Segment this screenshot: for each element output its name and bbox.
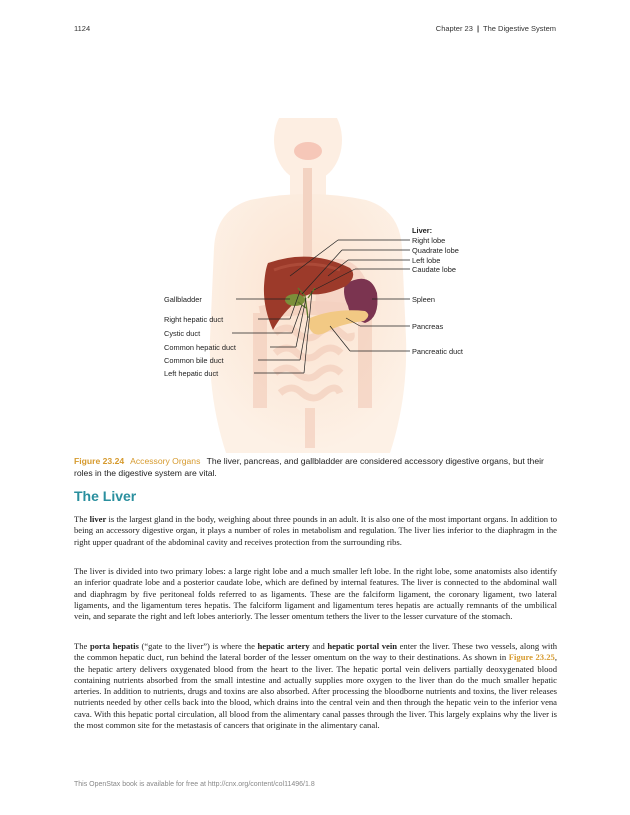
label-pancreatic-duct: Pancreatic duct xyxy=(412,347,463,356)
figure-reference-link[interactable]: Figure 23.25 xyxy=(508,652,555,663)
running-header xyxy=(436,24,556,33)
term-porta-hepatis: porta hepatis xyxy=(89,641,139,651)
paragraph-porta-hepatis xyxy=(74,641,557,731)
label-common-bile-duct: Common bile duct xyxy=(164,356,224,365)
label-left-lobe: Left lobe xyxy=(412,256,441,265)
figure-caption xyxy=(74,455,559,479)
paragraph-liver-intro xyxy=(74,514,557,548)
mouth xyxy=(294,142,322,160)
label-caudate-lobe: Caudate lobe xyxy=(412,265,456,274)
label-spleen: Spleen xyxy=(412,295,436,304)
label-right-hepatic-duct: Right hepatic duct xyxy=(164,315,224,324)
p1-text-2: is the largest gland in the body, weighing about three pounds in an adult. It is also one of the most important organs. In addition to being an accessory digestive organ, it plays a number of roles in metabolism and regulation. The liver lies inferior to the diaphragm in the right upper quadrant of the abdominal cavity and receives protection from the surrounding ribs. xyxy=(74,514,557,547)
p3-text-4: enter the liver. These two vessels, along with the common hepatic duct, run behind the lateral border of the lesser omentum on the way to their destinations. As shown in xyxy=(74,641,558,663)
esophagus xyxy=(303,168,312,263)
p3-text-3: and xyxy=(309,641,328,651)
p3-text-1: The xyxy=(74,641,90,651)
term-hepatic-artery: hepatic artery xyxy=(257,641,310,651)
paragraph-liver-lobes: The liver is divided into two primary lobes: a large right lobe and a much smaller left lobe. In the right lobe, some anatomists also identify an inferior quadrate lobe and a posterior caudate lobe, which are defined by internal features. The liver is connected to the abdominal wall and diaphragm by five peritoneal folds referred to as ligaments. These are the falciform ligament, the coronary ligament, two lateral ligaments, and the ligamentum teres hepatis. The falciform ligament and ligamentum teres hepatis are actually remnants of the umbilical vein, and separate the right and left lobes anteriorly. The lesser omentum tethers the liver to the lesser curvature of the stomach. xyxy=(74,566,557,622)
label-pancreas: Pancreas xyxy=(412,322,444,331)
label-right-lobe: Right lobe xyxy=(412,236,446,245)
page-number: 1124 xyxy=(74,24,91,33)
term-hepatic-portal-vein: hepatic portal vein xyxy=(327,641,397,651)
chapter-title: The Digestive System xyxy=(483,24,556,33)
caption-text: The liver, pancreas, and gallbladder are considered accessory digestive organs, but their roles in the digestive system are vital. xyxy=(74,456,544,478)
label-common-hepatic-duct: Common hepatic duct xyxy=(164,343,236,352)
accessory-organs-figure xyxy=(150,118,480,453)
caption-figure-title: Accessory Organs xyxy=(130,456,201,466)
caption-figure-number: Figure 23.24 xyxy=(74,456,125,466)
p3-text-5: , the hepatic artery delivers oxygenated blood from the heart to the liver. The hepatic portal vein delivers partially deoxygenated blood containing nutrients absorbed from the small intestine and actually supplies more oxygen to the liver than do the much smaller hepatic arteries. In addition to nutrients, drugs and toxins are also absorbed. After processing the bloodborne nutrients and toxins, the liver releases nutrients needed by other cells back into the blood, which drains into the central vein and then through the hepatic vein to the inferior vena cava. With this hepatic portal circulation, all blood from the alimentary canal passes through the liver. This largely explains why the liver is the most common site for the metastasis of cancers that originate in the alimentary canal. xyxy=(74,652,558,731)
p3-text-2: (“gate to the liver”) is where the xyxy=(138,641,258,651)
header-separator: | xyxy=(476,24,480,33)
chapter-number: Chapter 23 xyxy=(435,24,473,33)
label-cystic-duct: Cystic duct xyxy=(164,329,201,338)
term-liver: liver xyxy=(89,514,107,524)
section-title: The Liver xyxy=(74,488,137,504)
label-liver: Liver: xyxy=(412,226,433,235)
label-left-hepatic-duct: Left hepatic duct xyxy=(164,369,219,378)
label-quadrate-lobe: Quadrate lobe xyxy=(412,246,459,255)
label-gallbladder: Gallbladder xyxy=(164,295,202,304)
page-footer: This OpenStax book is available for free at http://cnx.org/content/col11496/1.8 xyxy=(74,781,315,788)
p1-text-1: The xyxy=(74,514,90,524)
